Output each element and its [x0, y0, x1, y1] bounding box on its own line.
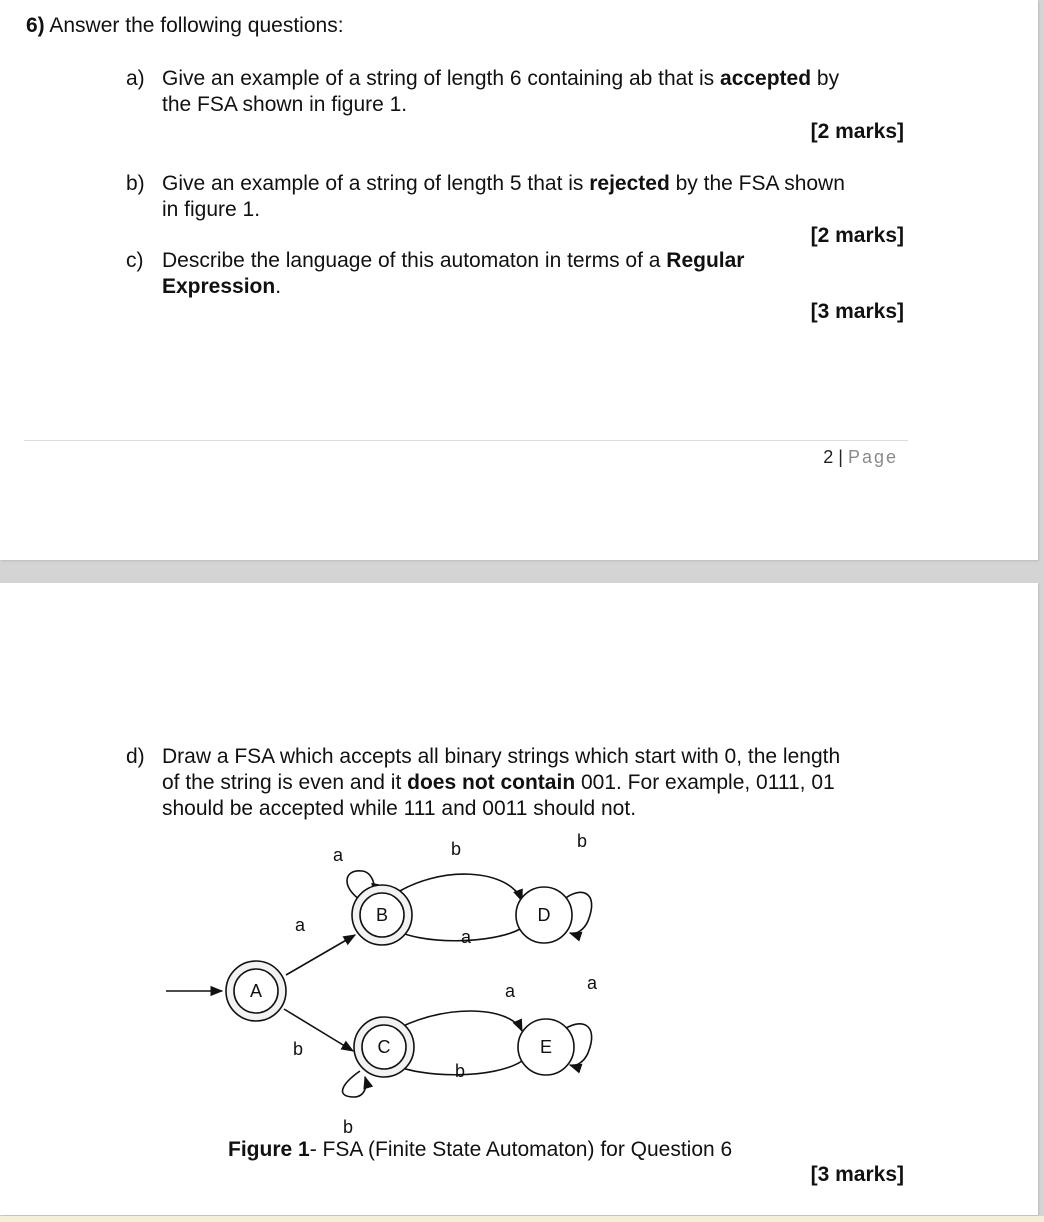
label-a-to-b: a — [294, 915, 306, 935]
state-a-label: A — [249, 981, 263, 1001]
state-d-label: D — [537, 905, 551, 925]
item-a-emphasis: accepted — [720, 67, 812, 90]
edge-a-to-b — [286, 935, 355, 975]
label-d-loop: b — [576, 831, 588, 851]
figure-caption-text: - FSA (Finite State Automaton) for Question 6 — [309, 1138, 733, 1161]
marks-a: [2 marks] — [810, 120, 904, 143]
page-number: 2 — [823, 447, 834, 467]
item-text — [162, 171, 845, 223]
question-item-d — [126, 744, 926, 824]
item-b-text-3: in figure 1. — [162, 198, 261, 221]
page-2 — [0, 583, 1038, 1215]
item-b-text-2: by the FSA shown — [669, 172, 845, 195]
question-heading-text: Answer the following questions: — [49, 14, 344, 37]
footer-separator: | — [838, 447, 843, 467]
question-item-c — [126, 248, 926, 304]
item-text — [162, 248, 744, 300]
item-d-text-1: Draw a FSA which accepts all binary strings which start with 0, the length — [162, 745, 841, 768]
state-e-label: E — [539, 1037, 553, 1057]
fsa-diagram — [150, 831, 790, 1141]
question-item-b — [126, 171, 926, 227]
state-b-label: B — [375, 905, 389, 925]
label-b-loop: a — [332, 845, 344, 865]
item-text — [162, 744, 840, 822]
item-letter: a) — [126, 67, 145, 90]
page-1 — [0, 0, 1038, 560]
edge-c-loop — [343, 1071, 366, 1097]
item-d-text-2: of the string is even and it — [162, 771, 408, 794]
question-heading — [26, 14, 344, 38]
edge-b-to-d — [390, 874, 522, 901]
item-c-text-2: . — [275, 275, 282, 298]
page-edge — [0, 1216, 1044, 1222]
item-a-text-3: the FSA shown in figure 1. — [162, 93, 408, 116]
figure-caption-title: Figure 1 — [228, 1138, 310, 1161]
item-text — [162, 66, 839, 118]
label-c-loop: b — [342, 1117, 354, 1137]
marks-d: [3 marks] — [810, 1163, 904, 1186]
item-d-text-3: 001. For example, 0111, 01 — [575, 771, 835, 794]
page-word: Page — [847, 447, 898, 467]
item-c-emphasis-2: Expression — [162, 275, 276, 298]
label-c-to-e: a — [504, 981, 516, 1001]
marks-b: [2 marks] — [810, 224, 904, 247]
item-b-emphasis: rejected — [589, 172, 670, 195]
item-c-text-1: Describe the language of this automaton in terms of a — [162, 249, 667, 272]
label-d-to-b: a — [460, 927, 472, 947]
label-b-to-d: b — [450, 839, 462, 859]
state-b — [352, 885, 412, 945]
item-b-text-1: Give an example of a string of length 5 that is — [162, 172, 590, 195]
item-letter: c) — [126, 249, 144, 272]
question-number: 6) — [26, 14, 45, 37]
edge-d-to-b — [390, 927, 520, 941]
item-a-text-1: Give an example of a string of length 6 containing ab that is — [162, 67, 721, 90]
item-letter: b) — [126, 172, 145, 195]
item-letter: d) — [126, 745, 145, 768]
state-c — [354, 1017, 414, 1077]
edge-c-to-e — [390, 1011, 522, 1033]
item-c-emphasis-1: Regular — [666, 249, 745, 272]
state-e — [518, 1019, 574, 1075]
label-e-to-c: b — [454, 1061, 466, 1081]
item-d-emphasis: does not contain — [407, 771, 576, 794]
label-a-to-c: b — [292, 1039, 304, 1059]
state-d — [516, 887, 572, 943]
question-item-a — [126, 66, 926, 122]
footer-divider — [24, 440, 908, 441]
marks-c: [3 marks] — [810, 300, 904, 323]
figure-caption — [228, 1138, 732, 1162]
state-a — [226, 961, 286, 1021]
item-d-text-4: should be accepted while 111 and 0011 should not. — [162, 797, 637, 820]
item-a-text-2: by — [811, 67, 840, 90]
page-footer — [823, 447, 898, 468]
label-e-loop: a — [586, 973, 598, 993]
state-c-label: C — [377, 1037, 391, 1057]
